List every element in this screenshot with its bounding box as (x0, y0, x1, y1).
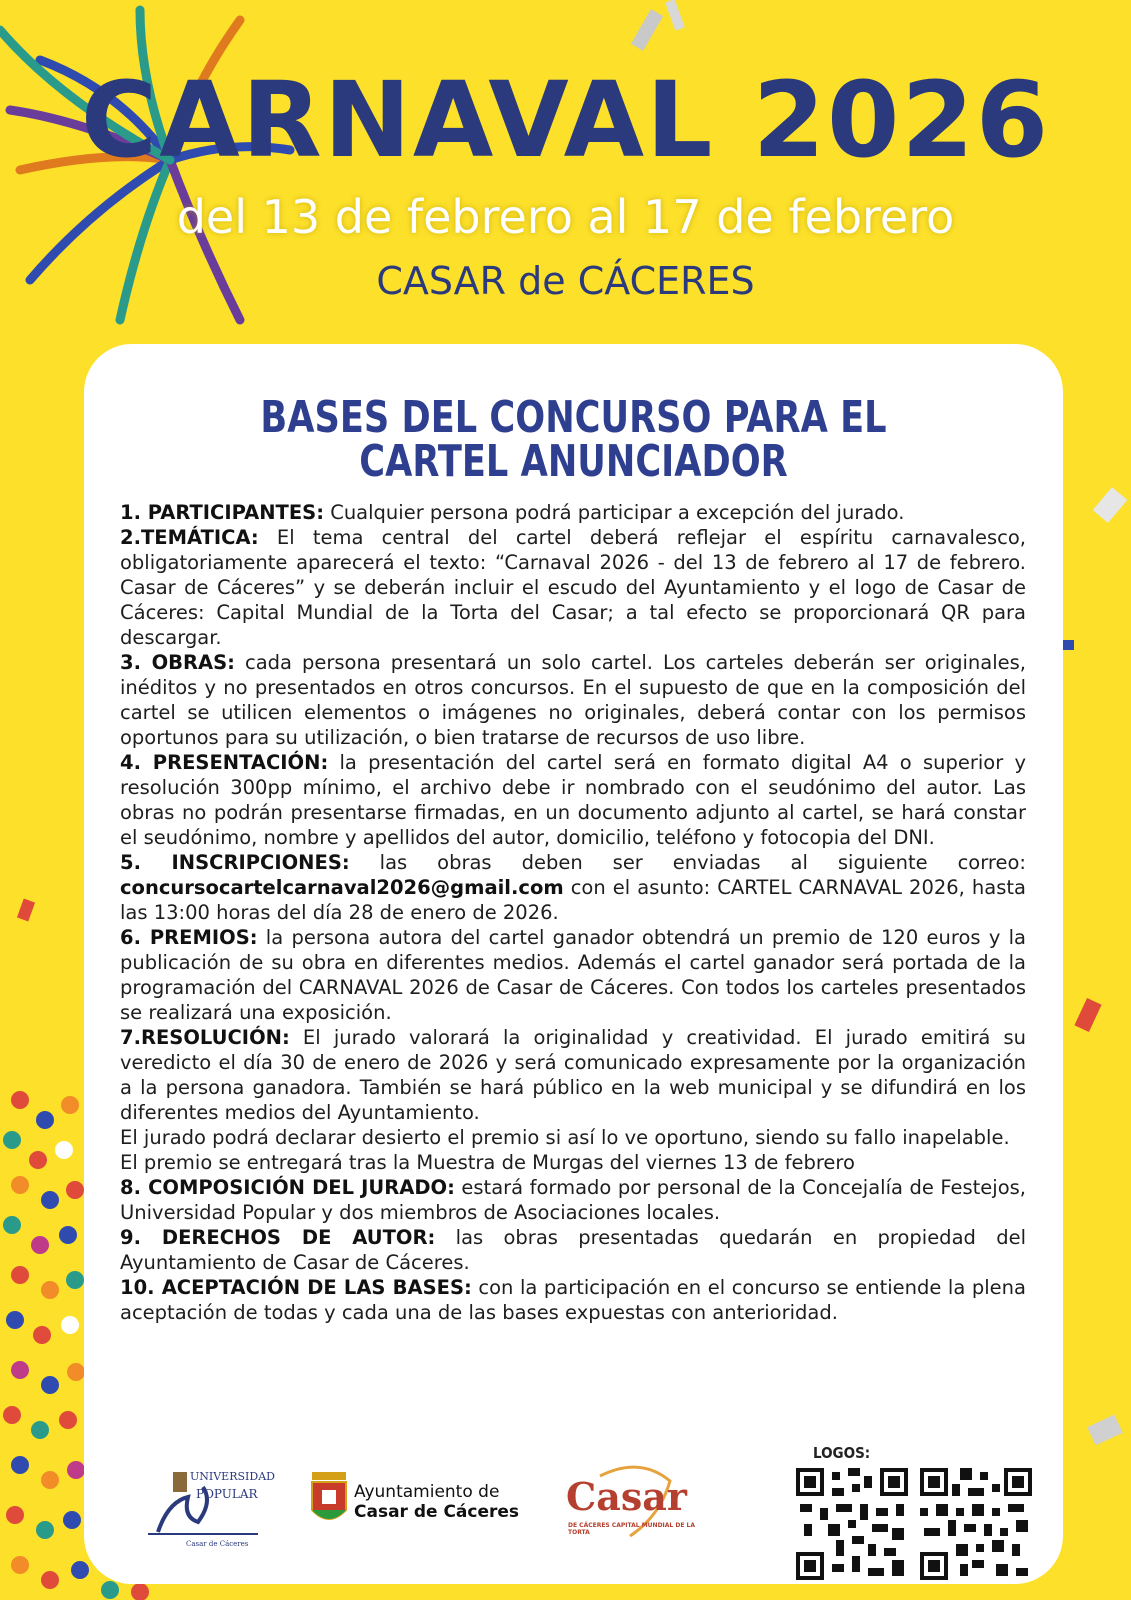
event-dates: del 13 de febrero al 17 de febrero (176, 190, 955, 244)
ayto-line2: Casar de Cáceres (354, 1502, 520, 1522)
up-line2: POPULAR (196, 1487, 258, 1501)
up-line3: Casar de Cáceres (186, 1540, 249, 1548)
rule-item (120, 525, 1026, 650)
rule-label: 8. COMPOSICIÓN DEL JURADO: (120, 1176, 455, 1199)
event-title: CARNAVAL 2026 (80, 59, 1051, 181)
rule-text: la presentación del cartel será en formato digital A4 o superior y resolución 300pp mínimo, el archivo debe ir nombrado con el seudónimo del autor. Las obras no podrán presentarse firmadas, en un documento adjunto al cartel, se hará constar el seudónimo, nombre y apellidos del autor, domicilio, teléfono y fotocopia del DNI. (120, 751, 1026, 849)
rule-item (120, 1225, 1026, 1275)
rule-item (120, 750, 1026, 850)
rule-text: con el asunto: CARTEL CARNAVAL 2026, hasta las 13:00 horas del día 28 de enero de 2026. (120, 876, 1026, 924)
rule-label: 9. DERECHOS DE AUTOR: (120, 1226, 436, 1249)
rule-label: 4. PRESENTACIÓN: (120, 751, 329, 774)
rule-text: las obras deben ser enviadas al siguiente correo: (349, 851, 1026, 874)
rule-item (120, 1025, 1026, 1125)
rule-label: 10. ACEPTACIÓN DE LAS BASES: (120, 1276, 472, 1299)
rule-item (120, 1275, 1026, 1325)
rule-text: con la participación en el concurso se entiende la plena aceptación de todas y cada una de las bases expuestas con anterioridad. (120, 1276, 1026, 1324)
rule-text: las obras presentadas quedarán en propiedad del Ayuntamiento de Casar de Cáceres. (120, 1226, 1027, 1274)
contact-email[interactable]: concursocartelcarnaval2026@gmail.com (120, 876, 564, 899)
qr-code-1[interactable] (796, 1468, 908, 1580)
ayuntamiento-name (354, 1482, 554, 1522)
logos-label: LOGOS: (813, 1444, 871, 1462)
rule-label: 7.RESOLUCIÓN: (120, 1026, 290, 1049)
rule-text: Cualquier persona podrá participar a excepción del jurado. (324, 501, 905, 524)
card-title: BASES DEL CONCURSO PARA EL CARTEL ANUNCIADOR (260, 392, 887, 487)
rule-label: 6. PREMIOS: (120, 926, 258, 949)
ayto-line1: Ayuntamiento de (354, 1482, 500, 1502)
casar-logo-subtitle: DE CÁCERES CAPITAL MUNDIAL DE LA TORTA (568, 1522, 695, 1536)
rule-item (120, 650, 1026, 750)
rule-text: estará formado por personal de la Concejalía de Festejos, Universidad Popular y dos miembros de Asociaciones locales. (120, 1176, 1026, 1224)
rule-label: 5. INSCRIPCIONES: (120, 851, 350, 874)
rule-text: El premio se entregará tras la Muestra de Murgas del viernes 13 de febrero (120, 1151, 855, 1174)
event-place: CASAR de CÁCERES (376, 259, 755, 303)
rule-label: 1. PARTICIPANTES: (120, 501, 324, 524)
rule-item (120, 925, 1026, 1025)
up-line1: UNIVERSIDAD (190, 1470, 275, 1483)
casar-logo: Casar (566, 1474, 687, 1519)
rule-label: 2.TEMÁTICA: (120, 526, 259, 549)
rule-text: cada persona presentará un solo cartel. Los carteles deberán ser originales, inéditos y no presentados en otros concursos. En el supuesto de que en la composición del cartel se utilicen elementos o imágenes no originales, deberá contar con los permisos oportunos para su utilización, o bien tratarse de recursos de uso libre. (120, 651, 1026, 749)
rule-text: la persona autora del cartel ganador obtendrá un premio de 120 euros y la publicación de su obra en diferentes medios. Además el cartel ganador será portada de la programación del CARNAVAL 2026 de Casar de Cáceres. Con todos los carteles presentados se realizará una exposición. (120, 926, 1026, 1024)
universidad-popular-logo (128, 1462, 278, 1552)
rule-item (120, 500, 1026, 525)
rule-item (120, 1175, 1026, 1225)
rule-text: El jurado podrá declarar desierto el premio si así lo ve oportuno, siendo su fallo inapelable. (120, 1126, 1010, 1149)
rule-text: El tema central del cartel deberá reflejar el espíritu carnavalesco, obligatoriamente aparecerá el texto: “Carnaval 2026 - del 13 de febrero al 17 de febrero. Casar de Cáceres” y se deberán incluir el escudo del Ayuntamiento y el logo de Casar de Cáceres: Capital Mundial de la Torta del Casar; a tal efecto se proporcionará QR para descargar. (120, 526, 1026, 649)
rule-item (120, 1150, 1026, 1175)
rule-item (120, 1125, 1026, 1150)
rules-list (120, 500, 1026, 1325)
rule-text: El jurado valorará la originalidad y creatividad. El jurado emitirá su veredicto el día 30 de enero de 2026 y será comunicado expresamente por la organización a la persona ganadora. También se hará público en la web municipal y se difundirá en los diferentes medios del Ayuntamiento. (120, 1026, 1026, 1124)
qr-code-2[interactable] (920, 1468, 1032, 1580)
rule-label: 3. OBRAS: (120, 651, 235, 674)
rules-card (84, 344, 1063, 1584)
rule-item (120, 850, 1026, 925)
